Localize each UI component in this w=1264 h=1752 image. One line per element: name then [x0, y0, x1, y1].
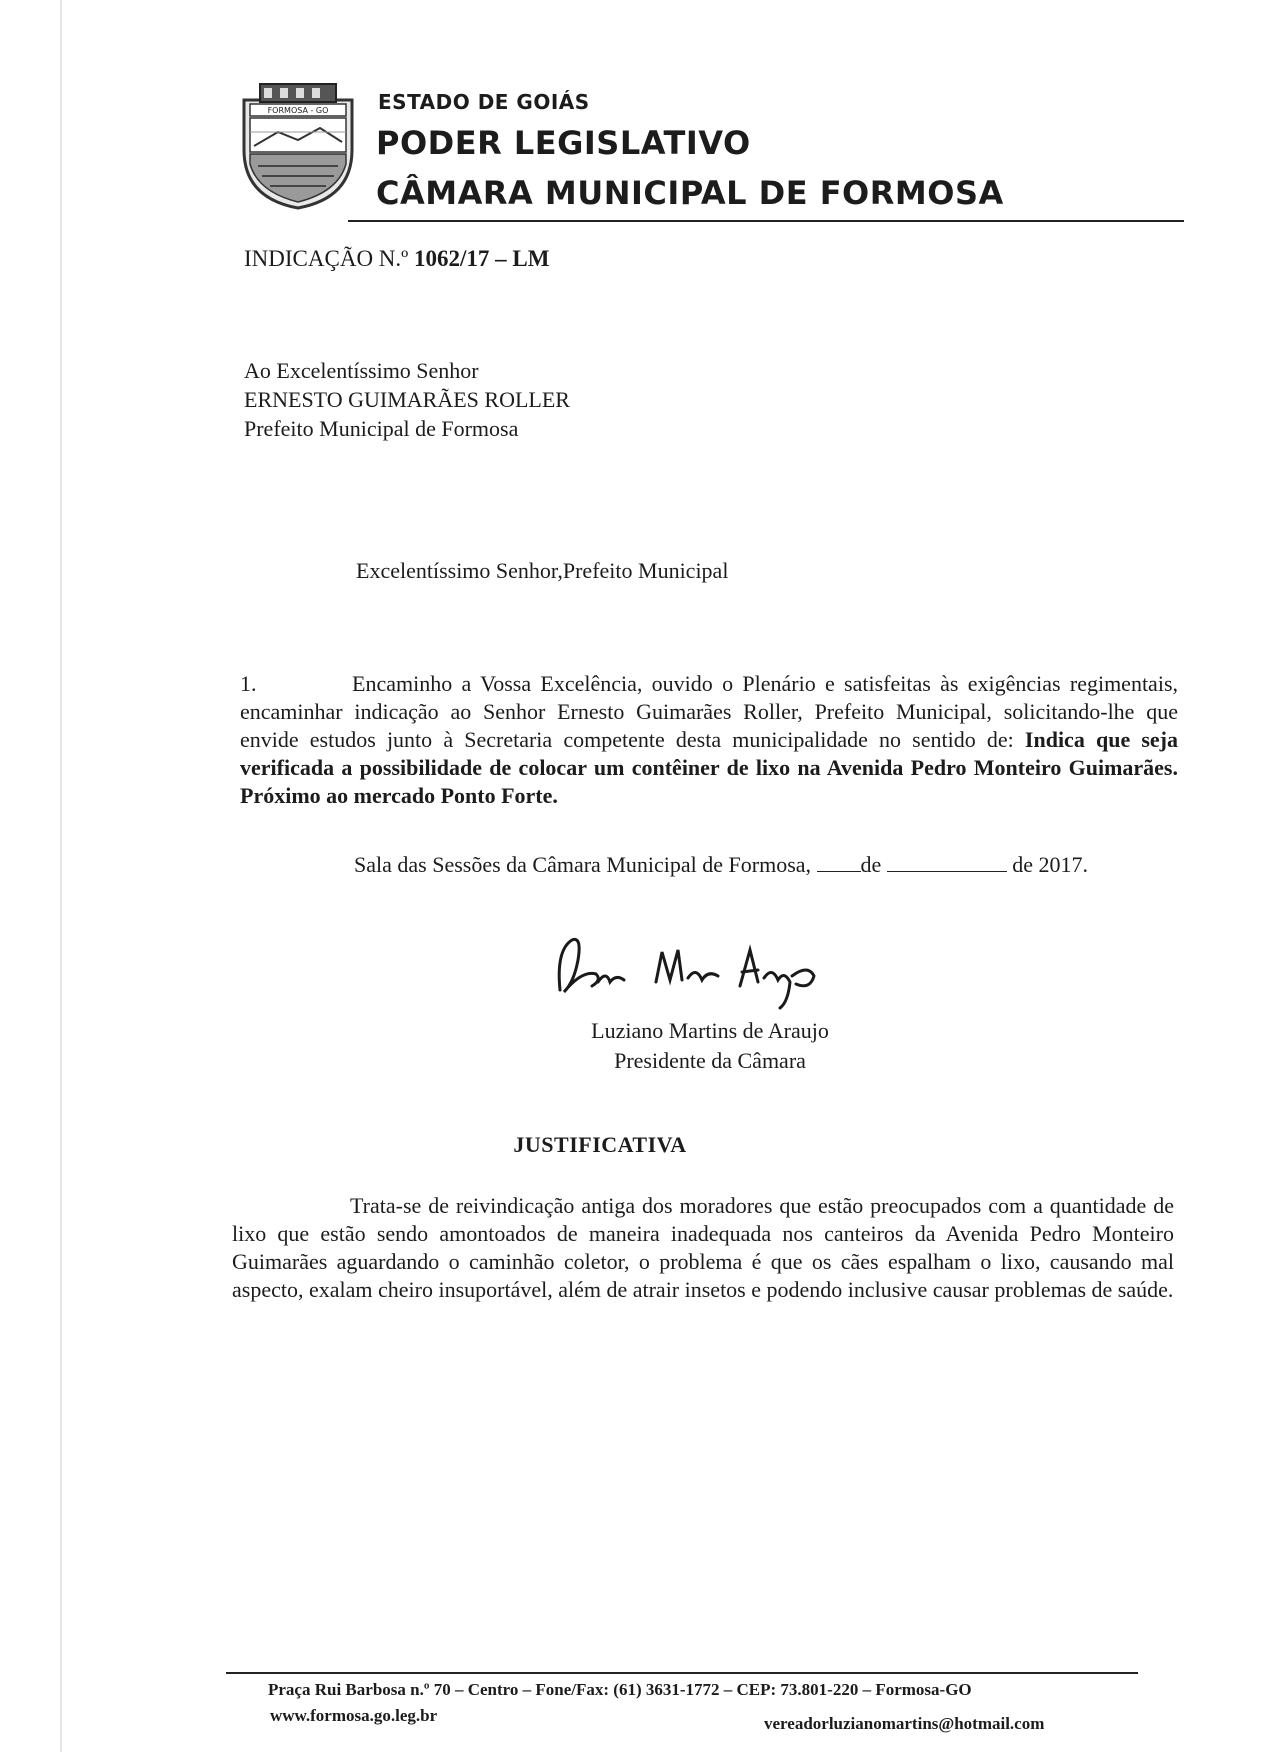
handwritten-signature — [552, 930, 842, 1010]
signer-block — [540, 1016, 880, 1076]
day-blank — [817, 853, 861, 872]
recipient-block — [244, 356, 570, 443]
crest-label: FORMOSA - GO — [267, 106, 329, 115]
signer-title: Presidente da Câmara — [614, 1048, 806, 1073]
paragraph-text: Encaminho a Vossa Excelência, ouvido o Plenário e satisfeitas às exigências regimentais, encaminhar indicação ao Senhor Ernesto Guimarães Roller, Prefeito Municipal, solicitando-lhe que envide estudos junto à Secretaria competente desta municipalidade no sentido de: — [240, 671, 1178, 752]
justification-title: JUSTIFICATIVA — [513, 1132, 687, 1157]
power-heading: PODER LEGISLATIVO — [376, 124, 751, 162]
month-blank — [887, 853, 1007, 872]
scan-edge — [60, 0, 62, 1752]
footer-divider — [226, 1672, 1138, 1674]
paragraph-bold-text: Indica que seja verificada a possibilidade de colocar um contêiner de lixo na Avenida Pedro Monteiro Guimarães. Próximo ao mercado Ponto Forte. — [240, 727, 1179, 808]
indication-reference — [244, 246, 550, 272]
recipient-line-1: Ao Excelentíssimo Senhor — [244, 358, 479, 383]
salutation: Excelentíssimo Senhor,Prefeito Municipal — [356, 558, 729, 583]
chamber-heading: CÂMARA MUNICIPAL DE FORMOSA — [376, 174, 1004, 212]
recipient-line-2: ERNESTO GUIMARÃES ROLLER — [244, 387, 570, 412]
session-text: Sala das Sessões da Câmara Municipal de Formosa, — [354, 852, 812, 877]
session-year: de 2017. — [1012, 852, 1089, 877]
paragraph-number: 1. — [240, 671, 257, 696]
footer-email: vereadorluzianomartins@hotmail.com — [764, 1714, 1045, 1733]
footer-address: Praça Rui Barbosa n.º 70 – Centro – Fone/Fax: (61) 3631-1772 – CEP: 73.801-220 – Formosa-GO — [268, 1680, 972, 1699]
footer-website: www.formosa.go.leg.br — [270, 1706, 438, 1725]
reference-number: 1062/17 – LM — [414, 246, 550, 271]
justification-text: Trata-se de reivindicação antiga dos moradores que estão preocupados com a quantidade de lixo que estão sendo amontoados de maneira inadequada nos canteiros da Avenida Pedro Monteiro Guimarães aguardando o caminhão coletor, o problema é que os cães espalham o lixo, causando mal aspecto, exalam cheiro insuportável, além de atrair insetos e podendo inclusive causar problemas de saúde. — [232, 1193, 1174, 1302]
header-divider — [348, 220, 1184, 222]
session-de: de — [860, 852, 882, 877]
municipal-crest-icon — [238, 80, 358, 210]
recipient-line-3: Prefeito Municipal de Formosa — [244, 416, 519, 441]
signer-name: Luziano Martins de Araujo — [591, 1018, 829, 1043]
session-line — [354, 852, 1088, 878]
body-paragraph — [240, 670, 1178, 810]
reference-label: INDICAÇÃO N.º — [244, 246, 409, 271]
state-heading: ESTADO DE GOIÁS — [378, 90, 590, 114]
